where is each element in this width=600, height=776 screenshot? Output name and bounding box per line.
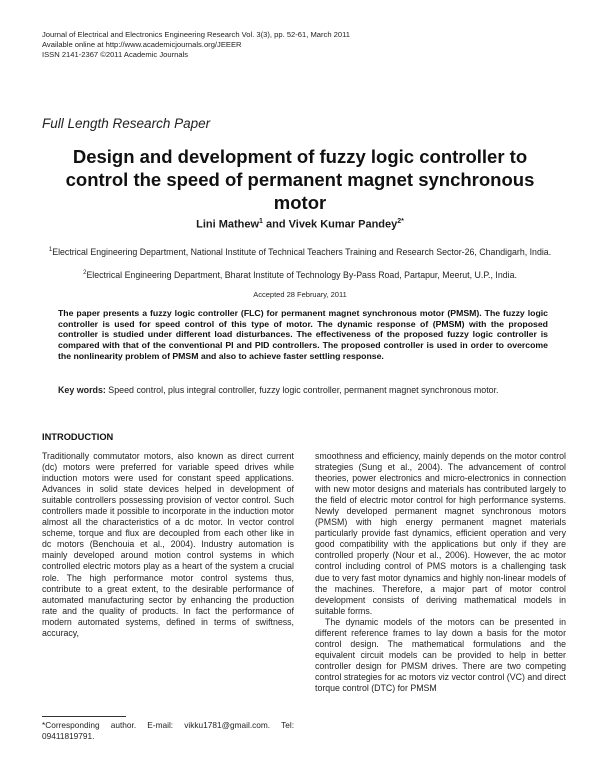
affiliation-text: Electrical Engineering Department, Bharat Institute of Technology By-Pass Road, Partapur, Meerut, U.P., India. — [86, 269, 517, 280]
paragraph: The dynamic models of the motors can be presented in different reference frames to lay down a basis for the motor control design. The mathematical formulations and the equivalent circuit models can be provided to help in better controller design for PMSM drives. There are two competing control strategies for ac motors viz vector control (VC) and direct torque control (DTC) for PMSM — [315, 616, 566, 693]
accepted-date: Accepted 28 February, 2011 — [253, 290, 347, 299]
paragraph: Traditionally commutator motors, also known as direct current (dc) motors were preferred for variable speed drives while induction motors were used for constant speed applications. Advances in solid state devices helped in development of suitable controllers possessing provision of vector control. Such controllers made it possible to incorporate in the induction motor almost all the characteristics of a dc motor. In vector control scheme, torque and flux are decoupled from each other like in dc motors (Benchouia et al., 2004). Industry automation is mainly developed around motion control systems in which controlled electric motors play as a heart of the system a crucial role. The high performance motor control systems thus, contribute to a great extent, to the desirable performance of automated manufacturing sector by enhancing the production rate and the quality of products. In fact the performance of modern automated systems, defined in terms of swiftness, accuracy, — [42, 451, 294, 638]
author-name: Lini Mathew — [196, 218, 260, 231]
author-superscript: 2* — [397, 218, 404, 225]
keywords-label: Key words: — [58, 385, 106, 395]
footnote-divider — [42, 716, 126, 717]
abstract: The paper presents a fuzzy logic controller (FLC) for permanent magnet synchronous motor (PMSM). The fuzzy logic controller is used for speed control of this type of motor. The dynamic response of (PMSM) with the proposed controller is studied under different load disturbances. The effectiveness of the proposed fuzzy logic controller is compared with that of the conventional PI and PID controllers. The proposed controller is used in order to overcome the nonlinearity problem of PMSM and also to achieve faster settling response. — [58, 308, 548, 361]
journal-header — [42, 30, 350, 60]
paragraph: smoothness and efficiency, mainly depends on the motor control strategies (Sung et al., 2004). The advancement of control theories, power electronics and micro-electronics in connection with new motor designs and materials has contributed largely to the field of electric motor control for high performance systems. Newly developed permanent magnet synchronous motors (PMSM) with high energy permanent magnet materials particularly provide fast dynamics, efficient operation and very good compatibility with the applications but only if they are controlled properly (Nour et al., 2006). However, the ac motor control including control of PMS motors is a challenging task due to very fast motor dynamics and highly non-linear models of the machines. Therefore, a major part of motor control development consists of deriving mathematical models in suitable forms. — [315, 451, 566, 616]
affiliation-1 — [42, 245, 558, 258]
body-column-right — [315, 451, 566, 694]
author-name: Vivek Kumar Pandey — [288, 218, 398, 231]
journal-url: Available online at http://www.academicjournals.org/JEEER — [42, 40, 242, 49]
author-superscript: 1 — [259, 218, 263, 225]
affiliation-text: Electrical Engineering Department, National Institute of Technical Teachers Training and Research Sector-26, Chandigarh, India. — [52, 246, 552, 257]
paper-title: Design and development of fuzzy logic controller to control the speed of permanent magnet synchronous motor — [65, 146, 535, 213]
keywords — [58, 385, 548, 396]
footnote: *Corresponding author. E-mail: vikku1781@gmail.com. Tel: 09411819791. — [42, 720, 294, 741]
affiliation-2 — [42, 268, 558, 281]
author-conjunction: and — [262, 218, 289, 231]
author-line — [0, 218, 600, 231]
paper-type: Full Length Research Paper — [42, 116, 211, 131]
keywords-text: Speed control, plus integral controller, fuzzy logic controller, permanent magnet synchronous motor. — [105, 385, 499, 395]
journal-issn: ISSN 2141-2367 ©2011 Academic Journals — [42, 50, 189, 59]
section-heading-introduction: INTRODUCTION — [42, 432, 114, 442]
body-column-left — [42, 451, 294, 639]
affiliation-superscript: 2 — [83, 270, 87, 276]
affiliation-superscript: 1 — [48, 247, 53, 253]
journal-citation: Journal of Electrical and Electronics Engineering Research Vol. 3(3), pp. 52-61, March 2011 — [42, 30, 350, 39]
